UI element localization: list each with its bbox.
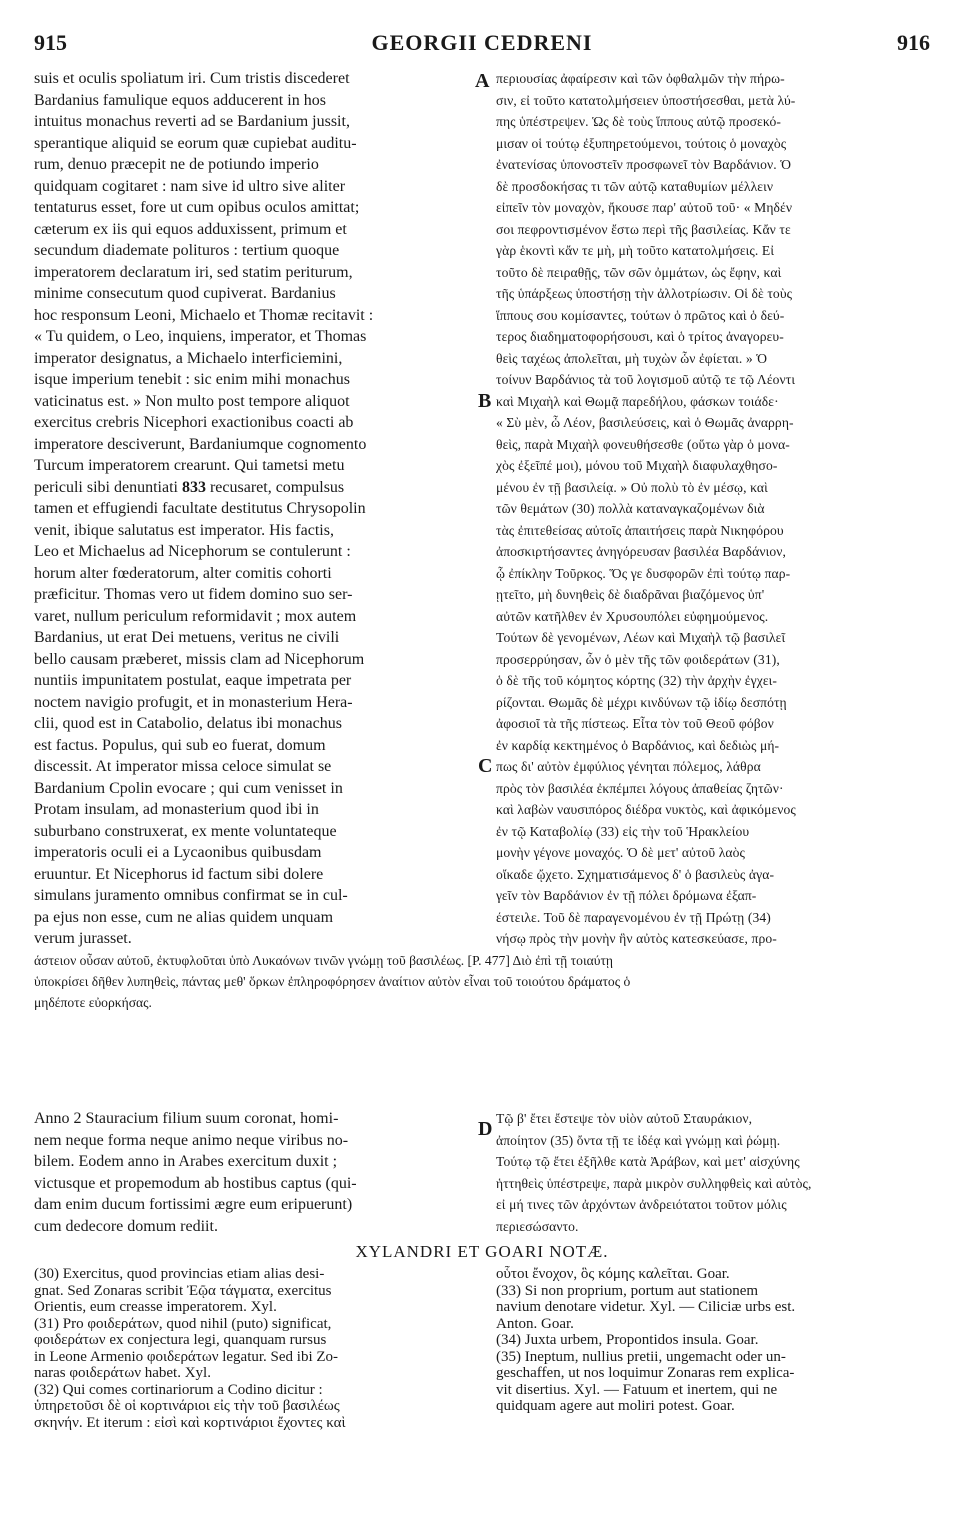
latin-text-line: dam enim ducum fortissimi ægre eum eripuerunt) bbox=[34, 1196, 353, 1213]
latin-column-main bbox=[34, 68, 468, 950]
greek-text-line: ἡττηθεὶς ὑπέστρεψε, παρὰ μικρὸν συλληφθεὶς καὶ αὐτὸς, bbox=[496, 1175, 812, 1191]
note-line: Anton. Goar. bbox=[496, 1315, 574, 1332]
latin-text-line: nem neque forma neque animo neque viribus no- bbox=[34, 1131, 349, 1149]
reference-number: 833 bbox=[177, 478, 206, 496]
latin-text-line: Bardanium Cpolin evocare ; qui cum venisset in bbox=[34, 779, 343, 797]
greek-text-line: ἀφοσιοῖ τὰ τῆς πίστεως. Εἶτα τὸν τοῦ Θεοῦ φόβον bbox=[496, 716, 774, 731]
latin-text-line: suis et oculis spoliatum iri. Cum tristis discederet bbox=[34, 70, 350, 87]
latin-text-line: pa ejus non esse, cum ne alias quidem unquam bbox=[34, 908, 334, 926]
greek-text-line: σιν, εἰ τοῦτο κατατολμήσειεν ὑποστήσεσθαι, μετὰ λύ- bbox=[496, 92, 796, 108]
latin-text-line: Bardanius, ut erat Dei metuens, veritus ne civili bbox=[34, 629, 340, 646]
latin-text-line: periculi sibi denuntiati 833 recusaret, compulsus bbox=[34, 478, 345, 496]
greek-text-line: τῶν θεμάτων (30) πολλὰ καταναγκαζομένων διὰ bbox=[496, 501, 765, 516]
greek-text-line: πως δι' αὐτὸν ἐμφύλιος γένηται πόλεμος, λάθρα bbox=[496, 759, 761, 774]
latin-text-line: Bardanius famulique equos adducerent in hos bbox=[34, 91, 326, 109]
greek-text-line: δὲ προσδοκήσας τι τῶν αὐτῷ καταθυμίων μέλλειν bbox=[496, 178, 774, 194]
note-line: οὗτοι ἔνοχον, ὃς κόμης καλεῖται. Goar. bbox=[496, 1266, 730, 1282]
latin-text-line: discessit. At imperator missa celoce simulat se bbox=[34, 758, 332, 775]
latin-text-line: intuitus monachus reverti ad se Bardanium jussit, bbox=[34, 113, 350, 130]
greek-full-width-passage bbox=[34, 950, 930, 1013]
margin-marker-d: D bbox=[478, 1118, 493, 1140]
note-line: in Leone Armenio φοιδεράτων legatur. Sed ibi Zo- bbox=[34, 1348, 339, 1365]
note-line: Orientis, eum creasse imperatorem. Xyl. bbox=[34, 1299, 277, 1315]
note-line: ὑπηρετοῦσι δὲ οἱ κορτινάριοι εἰς τὴν τοῦ βασιλέως bbox=[34, 1398, 340, 1414]
latin-text-line: imperatoris oculi ei a Lycaonibus quibusdam bbox=[34, 844, 322, 861]
latin-text-line: rum, denuo præcepit ne de potiundo imperio bbox=[34, 156, 319, 173]
note-line: (31) Pro φοιδεράτων, quod nihil (puto) significat, bbox=[34, 1315, 332, 1332]
latin-text-line: suburbano construxerat, ex mente voluntateque bbox=[34, 822, 337, 840]
latin-text-line: clii, quod est in Catabolio, delatus ibi monachus bbox=[34, 715, 342, 732]
greek-text-line: καὶ λαβὼν ναυσιπόρος διέδρα νυκτὸς, καὶ ἀφικόμενος bbox=[496, 802, 796, 817]
note-line: (30) Exercitus, quod provincias etiam alias desi- bbox=[34, 1266, 325, 1282]
greek-text-line: ἵππους σου κομίσαντες, τούτων ὁ πρῶτος καὶ ὁ δεύ- bbox=[496, 307, 785, 323]
latin-text-line: Anno 2 Stauracium filium suum coronat, homi- bbox=[34, 1110, 339, 1127]
latin-text-line: cæterum ex iis qui equos adduxissent, primum et bbox=[34, 220, 347, 238]
running-head: GEORGII CEDRENI bbox=[371, 30, 593, 55]
note-line: (34) Juxta urbem, Propontidos insula. Goar. bbox=[496, 1332, 759, 1348]
margin-marker-c: C bbox=[478, 755, 493, 777]
latin-text-line: imperatorem declaratum iri, sed statim periturum, bbox=[34, 263, 353, 281]
greek-text-line: ἐν τῷ Καταβολίῳ (33) εἰς τὴν τοῦ Ἡρακλείου bbox=[496, 823, 750, 839]
latin-text-line: nuntiis impunitatem postulat, eaque impetrata per bbox=[34, 672, 352, 689]
latin-text-line: minime consecutum quod cupiverat. Bardanius bbox=[34, 285, 336, 302]
greek-text-line: ὑποκρίσει δῆθεν λυπηθεὶς, πάντας μεθ' ὅρκων ἐπληροφόρησεν ἀναίτιον αὐτὸν εἶναι τοῦ τοιούτου δράματος ὁ bbox=[34, 974, 631, 989]
greek-text-line: ᾧ ἐπίκλην Τοῦρκος. Ὅς γε δυσφορῶν ἐπὶ τούτῳ παρ- bbox=[496, 565, 791, 581]
greek-text-line: θεὶς, παρὰ Μιχαὴλ φονευθήσεσθε (οὕτω γὰρ ὁ μονα- bbox=[496, 436, 790, 452]
latin-text-fragment: recusaret, compulsus bbox=[205, 478, 345, 496]
note-line: vit disertius. Xyl. — Fatuum et inertem, qui ne bbox=[496, 1381, 778, 1398]
latin-text-line: Leo et Michaelus ad Nicephorum se contulerunt : bbox=[34, 543, 351, 560]
latin-text-line: noctem navigio profugit, et in monasterium Hera- bbox=[34, 693, 353, 711]
greek-text-line: αὐτῶν κατῆλθεν ἐν Χρυσουπόλει εὐφημούμενος. bbox=[496, 608, 769, 624]
notes-column-left bbox=[34, 1266, 468, 1431]
greek-text-line: προσερρύησαν, ὧν ὁ μὲν τῆς τῶν φοιδεράτων (31), bbox=[496, 651, 780, 667]
greek-text-line: μηδέποτε εὐορκήσας. bbox=[34, 995, 152, 1010]
greek-text-line: νήσῳ πρὸς τὴν μονὴν ἣν αὐτὸς κατεσκεύασε, προ- bbox=[496, 931, 777, 946]
latin-text-line: Turcum imperatorem crearunt. Qui tametsi metu bbox=[34, 457, 345, 474]
greek-text-line: έστειλε. Τοῦ δὲ παραγενομένου ἐν τῇ Πρώτῃ (34) bbox=[496, 909, 771, 925]
greek-text-line: μονὴν γέγονε μοναχός. Ὁ δὲ μετ' αὐτοῦ λαὸς bbox=[496, 845, 746, 860]
greek-text-line: ἐν καρδίᾳ κεκτημένος ὁ Βαρδάνιος, καὶ δεδιὼς μή- bbox=[496, 737, 780, 753]
greek-column-main bbox=[496, 68, 930, 950]
latin-text-line: est factus. Populus, qui sub eo fuerat, domum bbox=[34, 736, 326, 754]
greek-text-line: γεῖν τὸν Βαρδάνιον ἐν τῇ πόλει δρόμωνα ἐξαπ- bbox=[496, 888, 757, 903]
greek-text-line: Τούτων δὲ γενομένων, Λέων καὶ Μιχαὴλ τῷ βασιλεῖ bbox=[496, 630, 786, 645]
latin-text-line: Protam insulam, ad monasterium quod ibi in bbox=[34, 801, 319, 818]
page-header bbox=[34, 30, 930, 58]
latin-text-line: cum dedecore domum rediit. bbox=[34, 1217, 218, 1235]
note-line: navium denotare videtur. Xyl. — Ciliciæ urbs est. bbox=[496, 1299, 796, 1315]
latin-text-line: bello causam præberet, missis clam ad Nicephorum bbox=[34, 650, 365, 668]
note-line: σκηνήν. Et iterum : εἰσὶ καὶ κορτινάριοι ἔχοντες καὶ bbox=[34, 1414, 346, 1431]
note-line: φοιδεράτων ex conjectura legi, quanquam rursus bbox=[34, 1332, 327, 1348]
latin-text-line: exercitus crebris Nicephori exactionibus coacti ab bbox=[34, 414, 354, 431]
greek-text-line: Τῷ β' ἔτει ἔστεψε τὸν υἱὸν αὐτοῦ Σταυράκιον, bbox=[496, 1111, 753, 1126]
latin-text-line: verum jurasset. bbox=[34, 930, 132, 947]
latin-text-line: imperatore desciverunt, Bardaniumque cognomento bbox=[34, 435, 367, 453]
greek-text-line: τοῦτο δὲ πειραθῇς, τῶν σῶν ὀμμάτων, ὡς ἔφην, καὶ bbox=[496, 264, 782, 280]
greek-text-line: θεὶς ταχέως ἀπολεῖται, μὴ τυχὼν ὧν ἐφίεται. » Ὁ bbox=[496, 350, 768, 366]
greek-text-line: Τούτῳ τῷ ἔτει ἐξῆλθε κατὰ Ἀράβων, καὶ μετ' αἰσχύνης bbox=[496, 1154, 800, 1169]
latin-text-line: eruuntur. Et Nicephorus id factum sibi dolere bbox=[34, 865, 324, 883]
greek-text-line: τερος διαδηματοφορήσουσι, καὶ ὁ τρίτος ἀναγορευ- bbox=[496, 329, 784, 344]
latin-text-line: imperator designatus, a Michaelo interficiemini, bbox=[34, 349, 343, 367]
latin-text-line: vaticinatus est. » Non multo post tempore aliquot bbox=[34, 392, 350, 410]
greek-text-line: τὰς ἐπιτεθείσας αὐτοῖς ἀπαιτήσεις παρὰ Νικηφόρου bbox=[496, 522, 784, 538]
notes-column-right bbox=[496, 1266, 930, 1415]
note-line: (35) Ineptum, nullius pretii, ungemacht oder un- bbox=[496, 1348, 786, 1365]
greek-text-line: εἰ μή τινες τῶν ἀρχόντων ἀνδρειότατοι τοῦτον μόλις bbox=[496, 1197, 787, 1212]
latin-text-line: venit, ibique salutatus est imperator. His factis, bbox=[34, 521, 334, 539]
latin-text-line: tamen et effugiendi facultate destitutus Chrysopolin bbox=[34, 500, 366, 517]
latin-column-anno bbox=[34, 1108, 468, 1237]
greek-text-line: ἐνατενίσας ὑπονοστεῖν προσφωνεῖ τὸν Βαρδάνιον. Ὁ bbox=[496, 157, 792, 172]
latin-text-line: quidquam cogitaret : nam sive id ultro sive aliter bbox=[34, 177, 346, 195]
page-number-left: 915 bbox=[34, 30, 67, 55]
note-line: geschaffen, ut nos loquimur Zonaras rem explica- bbox=[496, 1365, 795, 1381]
notes-title: XYLANDRI ET GOARI NOTÆ. bbox=[355, 1242, 609, 1261]
greek-text-line: τῆς ὑπάρξεως ὑποστήσῃ τὴν ἀλλοτρίωσιν. Οἱ δὲ τοὺς bbox=[496, 286, 793, 301]
margin-marker-a: A bbox=[475, 70, 490, 92]
greek-text-line: ρίζονται. Θωμᾶς δὲ μέχρι κινδύνων τῷ ἰδίῳ δεσπότῃ bbox=[496, 694, 787, 710]
note-line: quidquam agere aut moliri potest. Goar. bbox=[496, 1398, 735, 1414]
note-line: naras φοιδεράτων habet. Xyl. bbox=[34, 1365, 211, 1381]
latin-text-line: « Tu quidem, o Leo, inquiens, imperator, et Thomas bbox=[34, 328, 367, 345]
greek-text-line: γὰρ ἑκοντὶ κἄν τε μὴ, μὴ τοῦτο κατατολμήσεις. Εἰ bbox=[496, 243, 775, 258]
latin-text-line: simulans juramento omnibus confirmat se in cul- bbox=[34, 887, 348, 904]
greek-text-line: καὶ Μιχαὴλ καὶ Θωμᾷ παρεδήλου, φάσκων τοιάδε· bbox=[496, 393, 779, 409]
greek-text-line: ἀποίητον (35) ὄντα τῇ τε ἰδέᾳ καὶ γνώμῃ καὶ ῥώμῃ. bbox=[496, 1132, 781, 1148]
latin-text-line: victusque et propemodum ab hostibus captus (qui- bbox=[34, 1174, 357, 1192]
latin-text-line: tentaturus esset, fore ut cum opibus oculos amittat; bbox=[34, 199, 360, 216]
note-line: (32) Qui comes cortinariorum a Codino dicitur : bbox=[34, 1381, 323, 1398]
latin-text-line: hoc responsum Leoni, Michaelo et Thomæ recitavit : bbox=[34, 306, 374, 324]
greek-text-line: εἰπεῖν τὸν μοναχὸν, ἤκουσε παρ' αὐτοῦ τοῦ· « Μηδέν bbox=[496, 200, 793, 215]
greek-text-line: οἴκαδε ᾤχετο. Σχηματισάμενος δ' ὁ βασιλεὺς ἀγα- bbox=[496, 866, 775, 882]
greek-text-line: χὸς ἐξεῖπέ μοι), μόνου τοῦ Μιχαὴλ διαφυλαχθησο- bbox=[496, 458, 778, 473]
greek-column-anno bbox=[496, 1108, 930, 1237]
greek-text-line: ῃτεῖτο, μὴ δυνηθεὶς δὲ διαδρᾶναι βιαζόμενος ὑπ' bbox=[496, 587, 765, 602]
greek-text-line: μένου ἐν τῇ βασιλείᾳ. » Οὐ πολὺ τὸ ἐν μέσῳ, καὶ bbox=[496, 479, 768, 495]
margin-marker-b: B bbox=[478, 390, 492, 412]
greek-text-line: σοι πεφροντισμένον ἔστω περὶ τῆς βασιλείας. Κἄν τε bbox=[496, 221, 791, 237]
latin-text-line: sperantique aliquid se eorum quæ cupiebat auditu- bbox=[34, 134, 357, 152]
latin-text-line: varet, nullum periculum reformidavit ; mox autem bbox=[34, 607, 357, 625]
greek-text-line: ἀποσκιρτήσαντες ἀνηγόρευσαν βασιλέα Βαρδάνιον, bbox=[496, 544, 787, 559]
greek-text-line: « Σὺ μὲν, ὦ Λέον, βασιλεύσεις, καὶ ὁ Θωμᾶς ἀναρρη- bbox=[496, 415, 794, 430]
greek-text-line: περιεσώσαντο. bbox=[496, 1218, 579, 1234]
note-line: gnat. Sed Zonaras scribit Ἐῷα τάγματα, exercitus bbox=[34, 1282, 332, 1299]
latin-text-line: bilem. Eodem anno in Arabes exercitum duxit ; bbox=[34, 1153, 338, 1170]
greek-text-line: πης ὑπέστρεψεν. Ὡς δὲ τοὺς ἵππους αὐτῷ προσεκό- bbox=[496, 114, 782, 129]
page-number-right: 916 bbox=[897, 30, 930, 55]
greek-text-line: τοίνυν Βαρδάνιος τὰ τοῦ λογισμοῦ αὐτῷ τε τῷ Λέοντι bbox=[496, 372, 796, 387]
greek-text-line: άστειον οὖσαν αὐτοῦ, ἐκτυφλοῦται ὑπὸ Λυκαόνων τινῶν γνώμῃ τοῦ βασιλέως. [P. 477] Διὸ ἐπὶ τῇ τοιαύτῃ bbox=[34, 953, 614, 968]
latin-text-line: horum alter fœderatorum, alter comitis cohorti bbox=[34, 564, 332, 582]
note-line: (33) Si non proprium, portum aut stationem bbox=[496, 1282, 759, 1299]
latin-text-line: isque imperium tenebit : sic enim mihi monachus bbox=[34, 371, 350, 388]
latin-text-line: secundum diademate polituros : tertium quoque bbox=[34, 242, 340, 259]
greek-text-line: ὁ δὲ τῆς τοῦ κόμητος κόρτης (32) τὴν ἀρχὴν ἐγχει- bbox=[496, 673, 778, 688]
latin-text-line: præficitur. Thomas vero ut fidem domino suo ser- bbox=[34, 586, 353, 603]
greek-text-line: περιουσίας ἀφαίρεσιν καὶ τῶν ὀφθαλμῶν τὴν πήρω- bbox=[496, 71, 785, 86]
greek-text-line: πρὸς τὸν βασιλέα ἐκπέμπει λόγους ἀπαθείας ζητῶν· bbox=[496, 780, 784, 796]
greek-text-line: μισαν οἱ τούτῳ ἐξυπηρετούμενοι, τούτοις ὁ μοναχὸς bbox=[496, 135, 787, 151]
